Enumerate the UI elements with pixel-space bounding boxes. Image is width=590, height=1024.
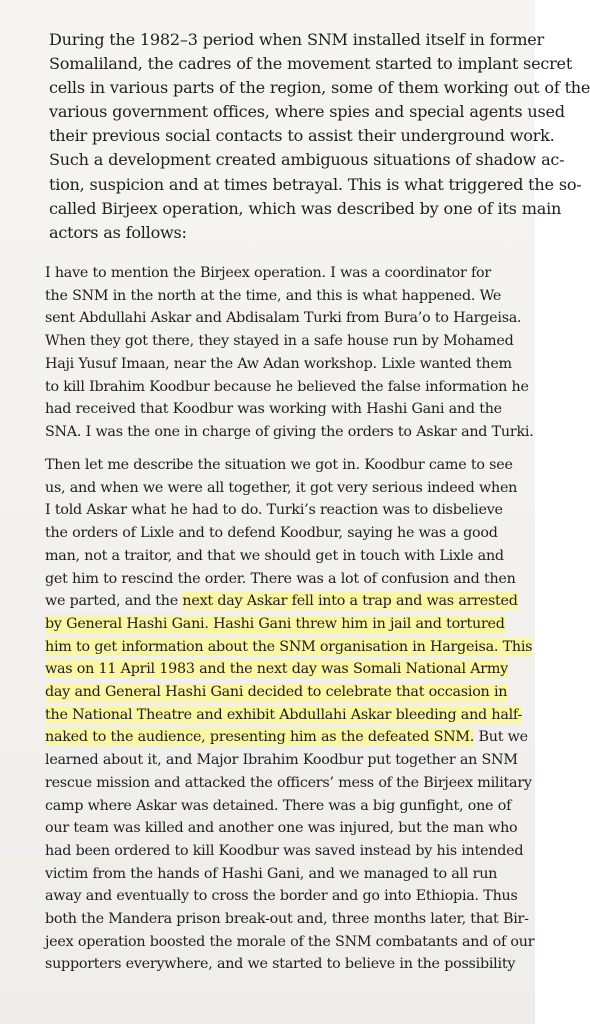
quote-line: us, and when we were all together, it got very serious indeed when [45,479,518,496]
paragraph-line: Such a development created ambiguous situations of shadow ac- [49,150,565,170]
paragraph-line: called Birjeex operation, which was described by one of its main [49,198,562,218]
quote-line: get him to rescind the order. There was a lot of confusion and then [45,570,516,587]
quote-line: jeex operation boosted the morale of the SNM combatants and of our [45,933,535,950]
highlighted-line [45,681,508,704]
block-quote-first-paragraph [45,262,534,444]
quote-line: Then let me describe the situation we got in. Koodbur came to see [45,457,513,473]
quote-line: the SNM in the north at the time, and this is what happened. We [45,287,502,304]
body-paragraph [27,28,590,245]
block-quote-second-paragraph [45,454,535,976]
quote-line: sent Abdullahi Askar and Abdisalam Turki from Bura’o to Hargeisa. [45,310,522,327]
highlighted-text: naked to the audience, presenting him as the defeated SNM. [45,729,475,746]
quote-line: I have to mention the Birjeex operation. I was a coordinator for [45,265,491,281]
quote-line: the orders of Lixle and to defend Koodbur, saying he was a good [45,525,498,542]
quote-line-with-highlight-end [45,726,528,749]
quote-line: man, not a traitor, and that we should get in touch with Lixle and [45,547,504,564]
quote-line: SNA. I was the one in charge of giving the orders to Askar and Turki. [45,423,534,440]
quote-line: supporters everywhere, and we started to believe in the possibility [45,956,516,973]
quote-text: we parted, and the [45,593,183,610]
quote-line: learned about it, and Major Ibrahim Koodbur put together an SNM [45,752,518,769]
quote-line: had been ordered to kill Koodbur was saved instead by his intended [45,842,524,859]
quote-line: to kill Ibrahim Koodbur because he believed the false information he [45,378,529,395]
paragraph-line: Somaliland, the cadres of the movement started to implant secret [49,54,573,74]
highlighted-text: by General Hashi Gani. Hashi Gani threw him in jail and tortured [45,615,505,632]
quote-line: Haji Yusuf Imaan, near the Aw Adan workshop. Lixle wanted them [45,355,512,372]
quote-line: away and eventually to cross the border and go into Ethiopia. Thus [45,888,518,905]
quote-line: I told Askar what he had to do. Turki’s reaction was to disbelieve [45,502,503,519]
highlighted-text: day and General Hashi Gani decided to celebrate that occasion in [45,684,508,701]
highlighted-line [45,658,509,681]
quote-line: When they got there, they stayed in a safe house run by Mohamed [45,333,514,350]
highlighted-text: was on 11 April 1983 and the next day was Somali National Army [45,661,509,678]
highlighted-text: him to get information about the SNM organisation in Hargeisa. This [45,638,533,655]
quote-line: had received that Koodbur was working with Hashi Gani and the [45,401,502,418]
quote-text: But we [474,729,528,746]
quote-line: rescue mission and attacked the officers’ mess of the Birjeex military [45,774,532,791]
paragraph-line: During the 1982–3 period when SNM installed itself in former [49,30,544,49]
quote-line: our team was killed and another one was injured, but the man who [45,820,518,837]
highlighted-line [45,704,523,727]
paragraph-line: their previous social contacts to assist their underground work. [49,126,555,146]
highlighted-line [45,636,533,659]
quote-line: camp where Askar was detained. There was a big gunfight, one of [45,797,512,814]
paragraph-line: cells in various parts of the region, some of them working out of the [49,78,590,98]
highlighted-text: next day Askar fell into a trap and was arrested [182,593,518,610]
highlighted-line [45,613,505,636]
paragraph-line: actors as follows: [49,222,187,242]
quote-line: both the Mandera prison break-out and, three months later, that Bir- [45,911,529,928]
quote-line: victim from the hands of Hashi Gani, and we managed to all run [45,865,498,882]
quote-line-with-highlight-start [45,590,518,613]
paragraph-line: various government offices, where spies and special agents used [49,102,565,122]
paragraph-line: tion, suspicion and at times betrayal. This is what triggered the so- [49,174,582,194]
highlighted-text: the National Theatre and exhibit Abdullahi Askar bleeding and half- [45,706,523,723]
